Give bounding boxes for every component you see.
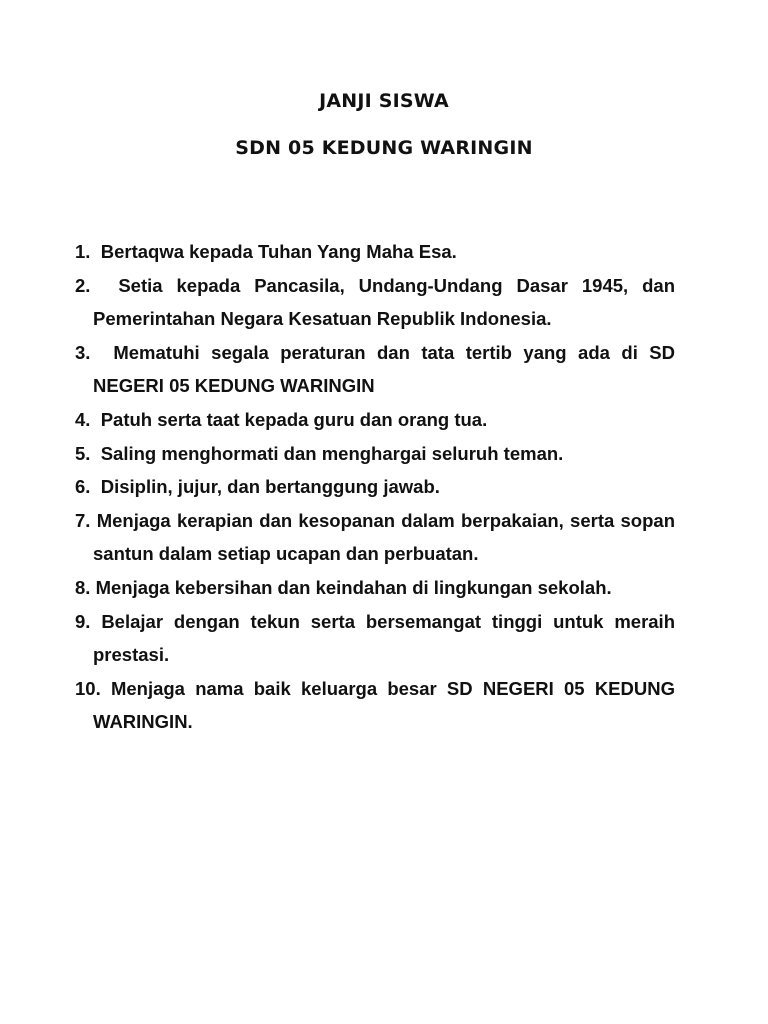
item-number: 9.: [75, 610, 91, 632]
item-text: Belajar dengan tekun serta bersemangat tinggi untuk meraih prestasi.: [93, 610, 675, 666]
item-number: 7.: [75, 509, 91, 531]
list-item: [75, 571, 675, 605]
item-number: 6.: [75, 476, 91, 498]
item-text: Mematuhi segala peraturan dan tata tertib yang ada di SD NEGERI 05 KEDUNG WARINGIN: [93, 341, 675, 397]
list-item: [75, 336, 675, 403]
list-item: [75, 437, 675, 471]
item-text: Menjaga kebersihan dan keindahan di lingkungan sekolah.: [95, 576, 612, 598]
item-text: Saling menghormati dan menghargai seluruh teman.: [100, 442, 564, 464]
list-item: [75, 470, 675, 504]
document-subtitle: SDN 05 KEDUNG WARINGIN: [235, 137, 533, 159]
item-text: Patuh serta taat kepada guru dan orang tua.: [100, 408, 488, 430]
item-number: 3.: [75, 341, 91, 363]
pledge-list: [75, 235, 675, 739]
list-item: [75, 403, 675, 437]
list-item: [75, 235, 675, 269]
list-item: [75, 672, 675, 739]
item-number: 1.: [75, 241, 91, 262]
list-item: [75, 504, 675, 571]
list-item: [75, 269, 675, 336]
item-text: Setia kepada Pancasila, Undang-Undang Dasar 1945, dan Pemerintahan Negara Kesatuan Republik Indonesia.: [93, 274, 675, 330]
item-number: 10.: [75, 677, 101, 699]
list-item: [75, 605, 675, 672]
item-text: Bertaqwa kepada Tuhan Yang Maha Esa.: [100, 241, 457, 262]
document-title: JANJI SISWA: [319, 90, 449, 112]
item-number: 5.: [75, 442, 91, 464]
item-number: 4.: [75, 408, 91, 430]
item-number: 2.: [75, 274, 91, 296]
item-number: 8.: [75, 576, 91, 598]
item-text: Menjaga kerapian dan kesopanan dalam berpakaian, serta sopan santun dalam setiap ucapan dan perbuatan.: [93, 509, 675, 565]
item-text: Menjaga nama baik keluarga besar SD NEGERI 05 KEDUNG WARINGIN.: [93, 677, 675, 733]
item-text: Disiplin, jujur, dan bertanggung jawab.: [100, 476, 440, 498]
